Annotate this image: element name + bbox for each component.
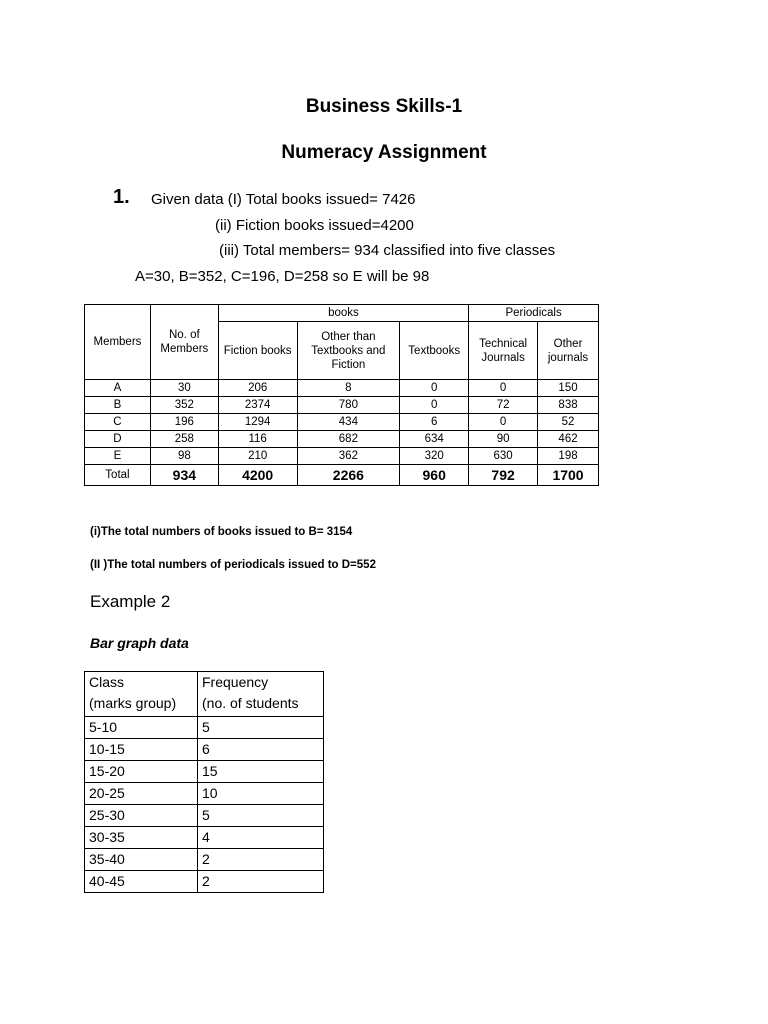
cell: 5 [198, 805, 324, 827]
bar-graph-subheading: Bar graph data [90, 635, 189, 651]
cell: 30 [150, 380, 218, 397]
cell: 434 [297, 414, 400, 431]
cell: 4200 [218, 465, 297, 486]
cell: 1294 [218, 414, 297, 431]
header-group-periodicals: Periodicals [469, 305, 599, 322]
table-row [85, 827, 324, 849]
cell: 792 [469, 465, 538, 486]
cell: 198 [538, 448, 599, 465]
table-row [85, 761, 324, 783]
cell: 116 [218, 431, 297, 448]
table-row [85, 448, 599, 465]
cell: 15-20 [85, 761, 198, 783]
header-technical: Technical Journals [469, 322, 538, 380]
cell: 15 [198, 761, 324, 783]
cell: 320 [400, 448, 469, 465]
given-line-4: A=30, B=352, C=196, D=258 so E will be 98 [135, 268, 430, 285]
cell: 2 [198, 849, 324, 871]
members-table [84, 304, 599, 486]
header-other-journals: Other journals [538, 322, 599, 380]
table-row [85, 397, 599, 414]
table-row [85, 871, 324, 893]
cell: 1700 [538, 465, 599, 486]
header-frequency-line1: Frequency [202, 674, 269, 690]
cell: 258 [150, 431, 218, 448]
table-row [85, 805, 324, 827]
cell: 206 [218, 380, 297, 397]
cell: 72 [469, 397, 538, 414]
cell: 10 [198, 783, 324, 805]
cell: 6 [198, 739, 324, 761]
table-row [85, 849, 324, 871]
table-row [85, 380, 599, 397]
header-fiction: Fiction books [218, 322, 297, 380]
table-row [85, 431, 599, 448]
header-members: Members [85, 305, 151, 380]
cell: 20-25 [85, 783, 198, 805]
cell: 352 [150, 397, 218, 414]
cell: 462 [538, 431, 599, 448]
cell: 25-30 [85, 805, 198, 827]
header-no-members: No. of Members [150, 305, 218, 380]
cell: B [85, 397, 151, 414]
cell: 0 [400, 380, 469, 397]
cell: 630 [469, 448, 538, 465]
frequency-table [84, 671, 324, 893]
note-1: (i)The total numbers of books issued to B= 3154 [90, 526, 353, 538]
question-number: 1. [113, 186, 130, 208]
cell: D [85, 431, 151, 448]
cell: 2 [198, 871, 324, 893]
cell: 682 [297, 431, 400, 448]
cell: 634 [400, 431, 469, 448]
header-class-line1: Class [89, 674, 125, 690]
table-row [85, 783, 324, 805]
cell: Total [85, 465, 151, 486]
header-textbooks: Textbooks [400, 322, 469, 380]
cell: 2266 [297, 465, 400, 486]
cell: 2374 [218, 397, 297, 414]
table-row [85, 414, 599, 431]
cell: 90 [469, 431, 538, 448]
cell: 210 [218, 448, 297, 465]
cell: 98 [150, 448, 218, 465]
cell: 934 [150, 465, 218, 486]
table-row [85, 739, 324, 761]
cell: 780 [297, 397, 400, 414]
cell: 0 [400, 397, 469, 414]
given-line-3: (iii) Total members= 934 classified into five classes [219, 242, 556, 259]
cell: C [85, 414, 151, 431]
cell: E [85, 448, 151, 465]
cell: 5-10 [85, 717, 198, 739]
cell: 838 [538, 397, 599, 414]
total-row [85, 465, 599, 486]
given-line-2: (ii) Fiction books issued=4200 [215, 217, 414, 234]
cell: A [85, 380, 151, 397]
page-title: Business Skills-1 [305, 96, 463, 117]
cell: 40-45 [85, 871, 198, 893]
page-subtitle: Numeracy Assignment [281, 142, 487, 163]
cell: 196 [150, 414, 218, 431]
note-2: (II )The total numbers of periodicals issued to D=552 [90, 559, 376, 571]
cell: 30-35 [85, 827, 198, 849]
example-2-heading: Example 2 [90, 592, 171, 611]
cell: 52 [538, 414, 599, 431]
header-class [85, 672, 198, 717]
cell: 5 [198, 717, 324, 739]
cell: 4 [198, 827, 324, 849]
cell: 960 [400, 465, 469, 486]
cell: 6 [400, 414, 469, 431]
cell: 0 [469, 414, 538, 431]
given-line-1: Given data (I) Total books issued= 7426 [151, 191, 416, 208]
header-group-books: books [218, 305, 468, 322]
header-other: Other than Textbooks and Fiction [297, 322, 400, 380]
header-class-line2: (marks group) [89, 695, 177, 711]
header-frequency [198, 672, 324, 717]
cell: 35-40 [85, 849, 198, 871]
cell: 362 [297, 448, 400, 465]
table-row [85, 717, 324, 739]
cell: 8 [297, 380, 400, 397]
cell: 150 [538, 380, 599, 397]
header-frequency-line2: (no. of students [202, 695, 299, 711]
cell: 0 [469, 380, 538, 397]
cell: 10-15 [85, 739, 198, 761]
